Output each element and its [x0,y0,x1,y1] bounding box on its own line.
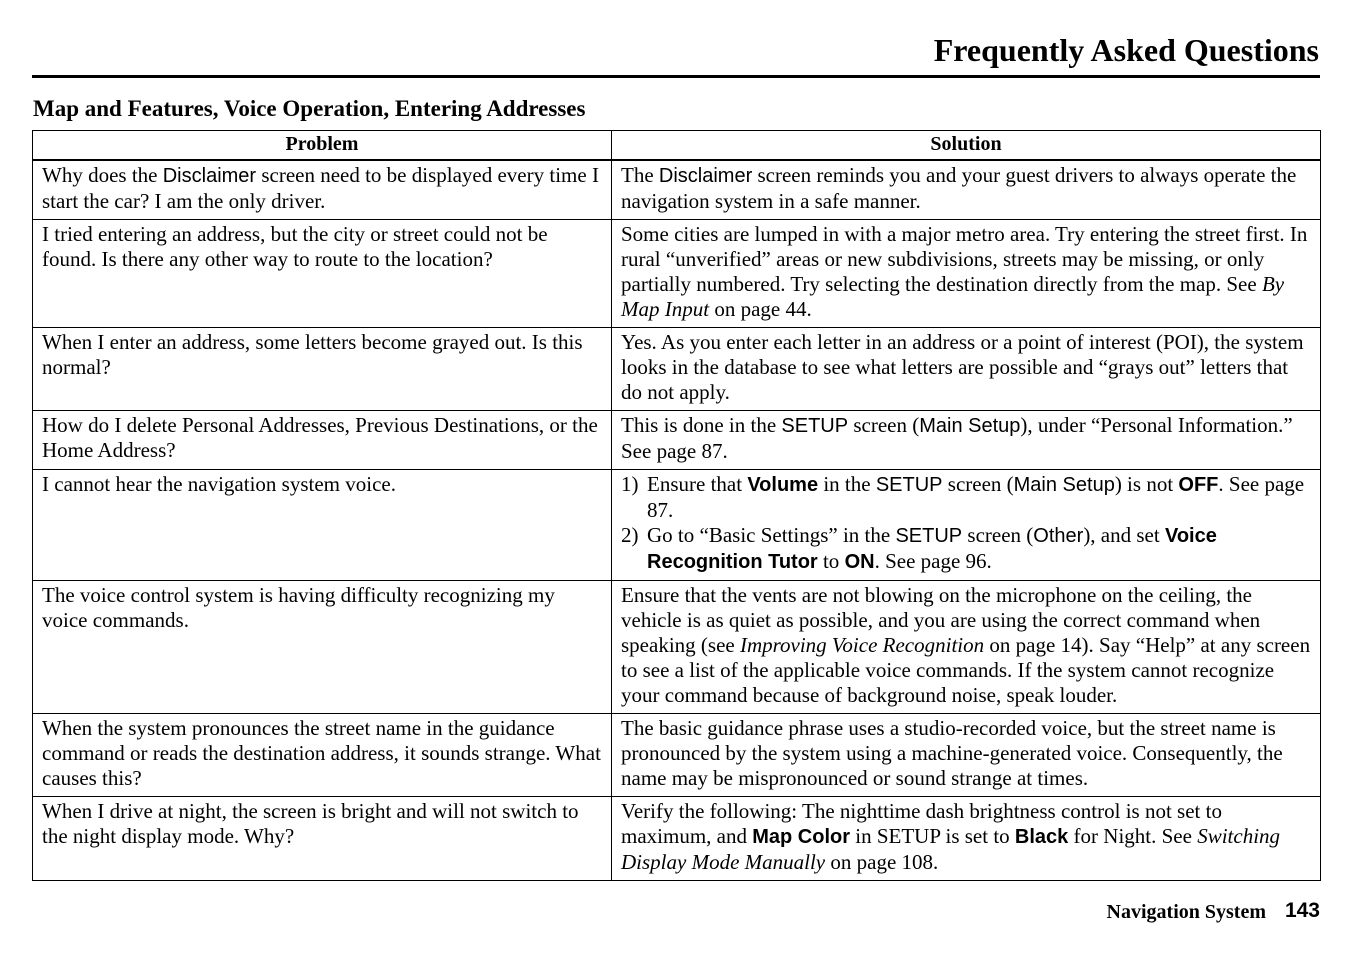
solution-step: 1) Ensure that Volume in the SETUP screen (Main Setup) is not OFF. See page 87. [621,472,1305,522]
section-title: Map and Features, Voice Operation, Entering Addresses [33,96,586,121]
problem-cell: When I enter an address, some letters become grayed out. Is this normal? [33,328,612,411]
reference-link: Improving Voice Recognition [739,633,985,657]
reference-link: By Map Input [621,272,1285,321]
page-number: 143 [1284,899,1320,922]
column-header-solution: Solution [612,131,1321,161]
problem-cell: The voice control system is having difficulty recognizing my voice commands. [33,581,612,714]
problem-cell: Why does the Disclaimer screen need to be displayed every time I start the car? I am the only driver. [33,160,612,220]
table-row [33,714,1321,797]
table-header-row [33,131,1321,161]
problem-cell: How do I delete Personal Addresses, Previous Destinations, or the Home Address? [33,411,612,470]
solution-cell: Verify the following: The nighttime dash brightness control is not set to maximum, and Map Color in SETUP is set to Black for Night. See Switching Display Mode Manually on page 108. [612,797,1321,881]
table-row [33,797,1321,881]
solution-cell: Ensure that the vents are not blowing on the microphone on the ceiling, the vehicle is as quiet as possible, and you are using the correct command when speaking (see Improving Voice Recognition on page 14). Say “Help” at any screen to see a list of the applicable voice commands. If the system cannot recognize your command because of background noise, speak louder. [612,581,1321,714]
faq-table [32,130,1321,881]
solution-cell: Yes. As you enter each letter in an address or a point of interest (POI), the system looks in the database to see what letters are possible and “grays out” letters that do not apply. [612,328,1321,411]
solution-cell: The Disclaimer screen reminds you and your guest drivers to always operate the navigation system in a safe manner. [612,160,1321,220]
title-divider [32,75,1320,78]
solution-cell: Some cities are lumped in with a major metro area. Try entering the street first. In rural “unverified” areas or new subdivisions, streets may be missing, or only partially numbered. Try selecting the destination directly from the map. See By Map Input on page 44. [612,220,1321,328]
reference-link: Switching Display Mode Manually [621,824,1281,874]
table-row [33,411,1321,470]
solution-cell [612,470,1321,581]
table-row [33,328,1321,411]
solution-steps [621,472,1312,575]
table-row [33,220,1321,328]
problem-cell: I cannot hear the navigation system voice. [33,470,612,581]
problem-cell: When the system pronounces the street name in the guidance command or reads the destination address, it sounds strange. What causes this? [33,714,612,797]
table-row [33,581,1321,714]
problem-cell: When I drive at night, the screen is bright and will not switch to the night display mode. Why? [33,797,612,881]
solution-cell: This is done in the SETUP screen (Main Setup), under “Personal Information.” See page 87. [612,411,1321,470]
table-row [33,160,1321,220]
footer-label: Navigation System [1106,901,1266,923]
page-title: Frequently Asked Questions [933,32,1319,68]
problem-cell: I tried entering an address, but the city or street could not be found. Is there any other way to route to the location? [33,220,612,328]
table-row [33,470,1321,581]
solution-cell: The basic guidance phrase uses a studio-recorded voice, but the street name is pronounced by the system using a machine-generated voice. Consequently, the name may be mispronounced or sound strange at times. [612,714,1321,797]
column-header-problem: Problem [33,131,612,161]
solution-step: 2) Go to “Basic Settings” in the SETUP screen (Other), and set Voice Recognition Tutor to ON. See page 96. [621,523,1217,573]
